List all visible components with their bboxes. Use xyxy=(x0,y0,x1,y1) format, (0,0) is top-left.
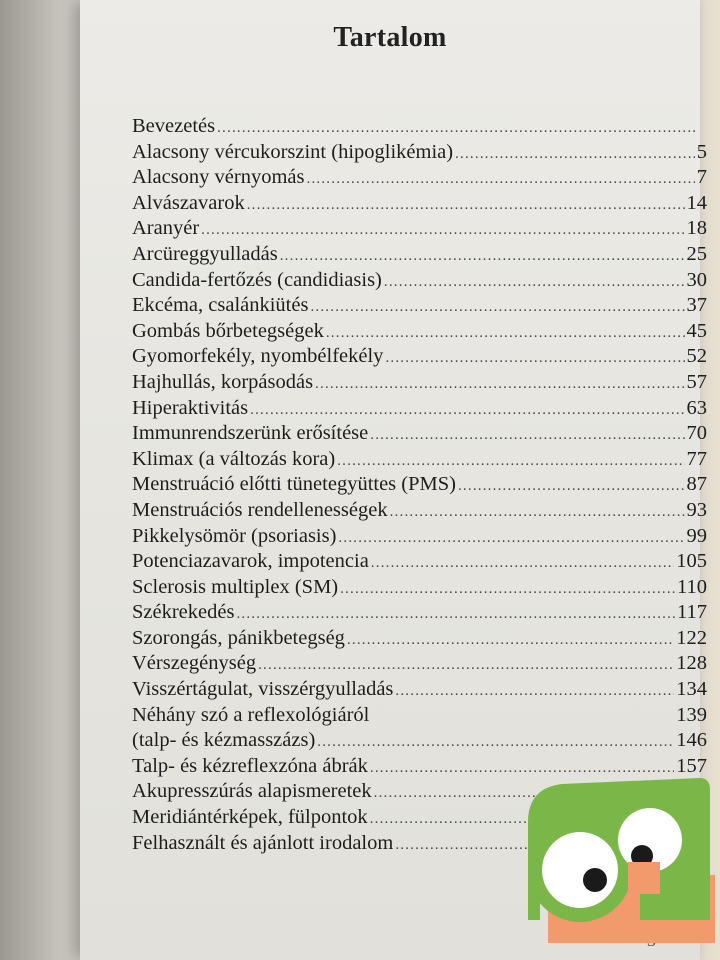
toc-entry-title: Néhány szó a reflexológiáról xyxy=(132,703,370,726)
toc-leader-dots xyxy=(385,346,684,372)
toc-entry-page: 105 xyxy=(676,550,707,573)
toc-entry xyxy=(132,447,707,473)
toc-entry-title: Hajhullás, korpásodás xyxy=(132,370,314,393)
toc-entry-title: Pikkelysömör (psoriasis) xyxy=(132,524,337,547)
toc-leader-dots xyxy=(258,653,674,679)
toc-leader-dots xyxy=(395,679,674,705)
toc-leader-dots xyxy=(390,500,685,526)
toc-entry xyxy=(132,293,707,319)
toc-leader-dots xyxy=(338,526,684,552)
toc-entry-title: Talp- és kézreflexzóna ábrák xyxy=(132,754,368,777)
toc-leader-dots xyxy=(315,372,684,398)
toc-leader-dots xyxy=(384,270,685,296)
toc-entry xyxy=(132,677,707,703)
toc-entry-heading-line xyxy=(132,703,707,729)
toc-entry-title: Gombás bőrbetegségek xyxy=(132,319,324,342)
toc-entry xyxy=(132,600,707,626)
toc-leader-dots xyxy=(337,449,684,475)
toc-entry-page: 25 xyxy=(686,242,707,265)
toc-entry-page: 37 xyxy=(686,294,707,317)
toc-leader-dots xyxy=(247,193,685,219)
toc-entry-title: Felhasznált és ajánlott irodalom xyxy=(132,831,394,854)
toc-entry-title: Bevezetés xyxy=(132,115,216,137)
toc-entry xyxy=(132,575,707,601)
toc-entry xyxy=(132,549,707,575)
owl-mascot-icon xyxy=(520,770,715,950)
toc-leader-dots xyxy=(280,244,685,270)
toc-entry xyxy=(132,498,707,524)
logo-left-eye xyxy=(542,832,618,908)
toc-leader-dots xyxy=(371,551,674,577)
toc-entry-title: Klimax (a változás kora) xyxy=(132,447,336,470)
toc-entry-title: Hiperaktivitás xyxy=(132,396,249,419)
toc-entry xyxy=(132,319,707,345)
toc-leader-dots xyxy=(310,295,684,321)
toc-leader-dots xyxy=(217,116,695,142)
toc-entry-page: 70 xyxy=(686,422,707,445)
toc-entry-page: 63 xyxy=(686,396,707,419)
table-of-contents xyxy=(132,114,707,856)
toc-entry-page: 77 xyxy=(686,447,707,470)
toc-entry xyxy=(132,651,707,677)
toc-entry xyxy=(132,344,707,370)
toc-leader-dots xyxy=(347,628,674,654)
toc-entry-page: 7 xyxy=(696,166,707,189)
toc-entry-title: Potenciazavarok, impotencia xyxy=(132,550,369,573)
toc-entry-title: Alacsony vércukorszint (hipoglikémia) xyxy=(132,140,454,163)
toc-entry-page: 30 xyxy=(686,268,707,291)
toc-entry-intro xyxy=(132,114,707,140)
toc-entry-page: 128 xyxy=(676,652,707,675)
toc-entry xyxy=(132,728,707,754)
toc-entry-title: Vérszegénység xyxy=(132,652,257,675)
toc-entry-title: Akupresszúrás alapismeretek xyxy=(132,780,372,803)
toc-entry-title: Szorongás, pánikbetegség xyxy=(132,626,345,649)
toc-entry-page: 45 xyxy=(686,319,707,342)
toc-entry-page: 57 xyxy=(686,370,707,393)
toc-entry-title: Aranyér xyxy=(132,217,200,240)
toc-entry-title: Arcüreggyulladás xyxy=(132,242,278,265)
toc-entry-page: 134 xyxy=(676,678,707,701)
toc-entry xyxy=(132,165,707,191)
toc-entry-page: 157 xyxy=(676,754,707,777)
toc-leader-dots xyxy=(307,167,695,193)
page-title: Tartalom xyxy=(333,22,447,53)
toc-entry xyxy=(132,396,707,422)
toc-entry-page: 146 xyxy=(676,729,707,752)
toc-entry xyxy=(132,268,707,294)
toc-leader-dots xyxy=(201,218,684,244)
toc-entry-title: Menstruációs rendellenességek xyxy=(132,498,388,521)
toc-entry-title: Visszértágulat, visszérgyulladás xyxy=(132,678,394,701)
toc-entry-title: Sclerosis multiplex (SM) xyxy=(132,575,339,598)
toc-leader-dots xyxy=(458,474,685,500)
toc-entry xyxy=(132,140,707,166)
toc-entry-title: Alacsony vérnyomás xyxy=(132,166,305,189)
toc-entry-title: Gyomorfekély, nyombélfekély xyxy=(132,345,384,368)
toc-entry-page: 14 xyxy=(686,191,707,214)
toc-leader-dots xyxy=(455,142,695,168)
toc-entry-title: Székrekedés xyxy=(132,601,235,624)
toc-entry-title: Menstruáció előtti tünetegyüttes (PMS) xyxy=(132,473,456,496)
toc-leader-dots xyxy=(370,423,684,449)
toc-entry-title: Immunrendszerünk erősítése xyxy=(132,422,369,445)
toc-entry-title: Meridiántérképek, fülpontok xyxy=(132,806,368,829)
toc-entry-title: Candida-fertőzés (candidiasis) xyxy=(132,268,382,291)
toc-entry xyxy=(132,191,707,217)
toc-entry-page: 18 xyxy=(686,217,707,240)
toc-entry xyxy=(132,626,707,652)
toc-entry-page: 117 xyxy=(677,601,707,624)
toc-entry-title: (talp- és kézmasszázs) xyxy=(132,729,316,752)
toc-entry xyxy=(132,472,707,498)
toc-entry-title: Alvászavarok xyxy=(132,191,245,214)
logo-left-pupil xyxy=(583,868,607,892)
toc-entry-page: 5 xyxy=(696,140,707,163)
toc-entry-title: Ekcéma, csalánkiütés xyxy=(132,294,309,317)
toc-leader-dots xyxy=(317,730,674,756)
logo-beak xyxy=(628,862,660,894)
toc-leader-dots xyxy=(250,398,684,424)
toc-entry xyxy=(132,524,707,550)
toc-entry xyxy=(132,421,707,447)
toc-entry-page: 110 xyxy=(677,575,707,598)
toc-leader-dots xyxy=(236,602,675,628)
toc-entry-page: 99 xyxy=(686,524,707,547)
toc-entry-page: 93 xyxy=(686,498,707,521)
toc-entry xyxy=(132,242,707,268)
toc-entry xyxy=(132,370,707,396)
toc-entry xyxy=(132,216,707,242)
toc-entry-page: 87 xyxy=(686,473,707,496)
toc-leader-dots xyxy=(326,321,685,347)
toc-leader-dots xyxy=(340,577,675,603)
toc-entry-page: 139 xyxy=(676,703,707,726)
toc-entry-page: 122 xyxy=(676,626,707,649)
toc-entry-page: 52 xyxy=(686,345,707,368)
